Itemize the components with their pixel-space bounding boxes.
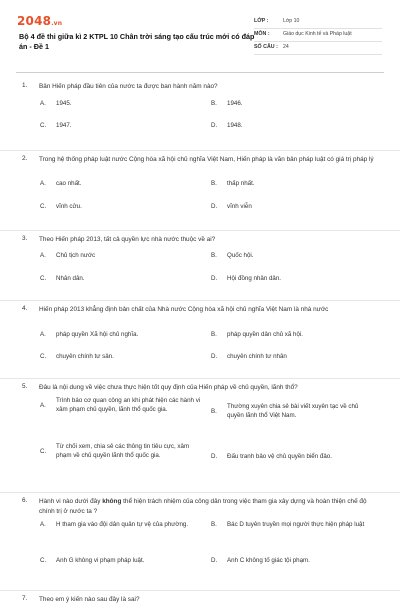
- option-c[interactable]: C. Từ chối xem, chia sẻ các thông tin tiêu cực, xâm phạm về chủ quyền lãnh thổ quốc gia.: [40, 443, 190, 459]
- option-c[interactable]: C. Anh G không vi phạm pháp luật.: [40, 557, 145, 565]
- option-b[interactable]: B. Thường xuyên chia sẻ bài viết xuyên tạc về chủ quyền lãnh thổ Việt Nam.: [211, 403, 359, 419]
- option-a[interactable]: A. Chủ tịch nước: [40, 252, 96, 260]
- option-c[interactable]: C. chuyên chính tư sản.: [40, 353, 114, 361]
- question-7: [0, 590, 400, 610]
- question-number: 2.: [22, 155, 28, 162]
- question-number: 7.: [22, 595, 28, 602]
- option-b[interactable]: B. Bác D tuyên truyền mọi người thực hiện pháp luật: [211, 521, 365, 529]
- question-number: 6.: [22, 497, 28, 504]
- question-list: [0, 78, 400, 610]
- option-c[interactable]: C. Nhân dân.: [40, 275, 85, 283]
- question-text: Trong hệ thống pháp luật nước Cộng hòa xã hội chủ nghĩa Việt Nam, Hiến pháp là văn bản pháp luật có giá trị pháp lý: [39, 156, 374, 163]
- document-header: [0, 0, 400, 72]
- question-text: Đâu là nội dung về việc chưa thực hiện tốt quy định của Hiến pháp về chủ quyền, lãnh thổ?: [39, 384, 298, 391]
- option-a[interactable]: A. cao nhất.: [40, 180, 82, 188]
- question-1: [0, 78, 400, 150]
- option-c[interactable]: C. 1947.: [40, 122, 72, 130]
- option-d[interactable]: D. vĩnh viễn: [211, 203, 252, 211]
- option-b[interactable]: B. thấp nhất.: [211, 180, 255, 188]
- header-divider: [16, 72, 384, 73]
- site-logo[interactable]: 2048.vn: [17, 14, 63, 28]
- question-4: [0, 300, 400, 378]
- option-d[interactable]: D. Anh C không tố giác tội phạm.: [211, 557, 310, 565]
- option-a[interactable]: A. H tham gia vào đội dân quân tự vệ của phường.: [40, 521, 189, 529]
- option-a[interactable]: A. Trình báo cơ quan công an khi phát hiện các hành vi xâm phạm chủ quyền, lãnh thổ quốc gia.: [40, 397, 201, 413]
- meta-class: LỚP : Lớp 10: [254, 16, 382, 29]
- meta-count: SỐ CÂU : 24: [254, 42, 382, 55]
- question-number: 4.: [22, 305, 28, 312]
- question-text: Bản Hiến pháp đầu tiên của nước ta được ban hành năm nào?: [39, 83, 218, 90]
- question-number: 5.: [22, 383, 28, 390]
- option-d[interactable]: D. 1948.: [211, 122, 243, 130]
- meta-info: [254, 16, 382, 55]
- question-text: Hiến pháp 2013 khẳng định bản chất của Nhà nước Cộng hòa xã hội chủ nghĩa Việt Nam là nhà nước: [39, 306, 329, 313]
- option-a[interactable]: A. pháp quyền Xã hội chủ nghĩa.: [40, 331, 139, 339]
- question-number: 1.: [22, 82, 28, 89]
- question-3: [0, 230, 400, 300]
- option-b[interactable]: B. pháp quyền dân chủ xã hội.: [211, 331, 304, 339]
- option-c[interactable]: C. vĩnh cửu.: [40, 203, 82, 211]
- question-text: Theo em ý kiến nào sau đây là sai?: [39, 596, 140, 603]
- question-5: [0, 378, 400, 492]
- document-title: Bộ 4 đề thi giữa kì 2 KTPL 10 Chân trời sáng tạo cấu trúc mới có đáp án - Đề 1: [19, 32, 255, 51]
- question-6: [0, 492, 400, 590]
- option-d[interactable]: D. chuyên chính tư nhân: [211, 353, 287, 361]
- option-b[interactable]: B. Quốc hội.: [211, 252, 254, 260]
- option-d[interactable]: D. Hội đồng nhân dân.: [211, 275, 282, 283]
- option-a[interactable]: A. 1945.: [40, 100, 72, 108]
- question-number: 3.: [22, 235, 28, 242]
- question-text: Theo Hiến pháp 2013, tất cả quyền lực nhà nước thuộc về ai?: [39, 236, 216, 243]
- meta-subject: MÔN : Giáo dục Kinh tế và Pháp luật: [254, 29, 382, 42]
- option-b[interactable]: B. 1946.: [211, 100, 243, 108]
- option-d[interactable]: D. Đấu tranh bảo vệ chủ quyền biển đảo.: [211, 453, 332, 461]
- question-2: [0, 150, 400, 230]
- question-text: Hành vi nào dưới đây không thể hiện trách nhiệm của công dân trong việc tham gia xây dựng và hoàn thiện chế độ chính trị ở nước ta ?: [39, 498, 367, 515]
